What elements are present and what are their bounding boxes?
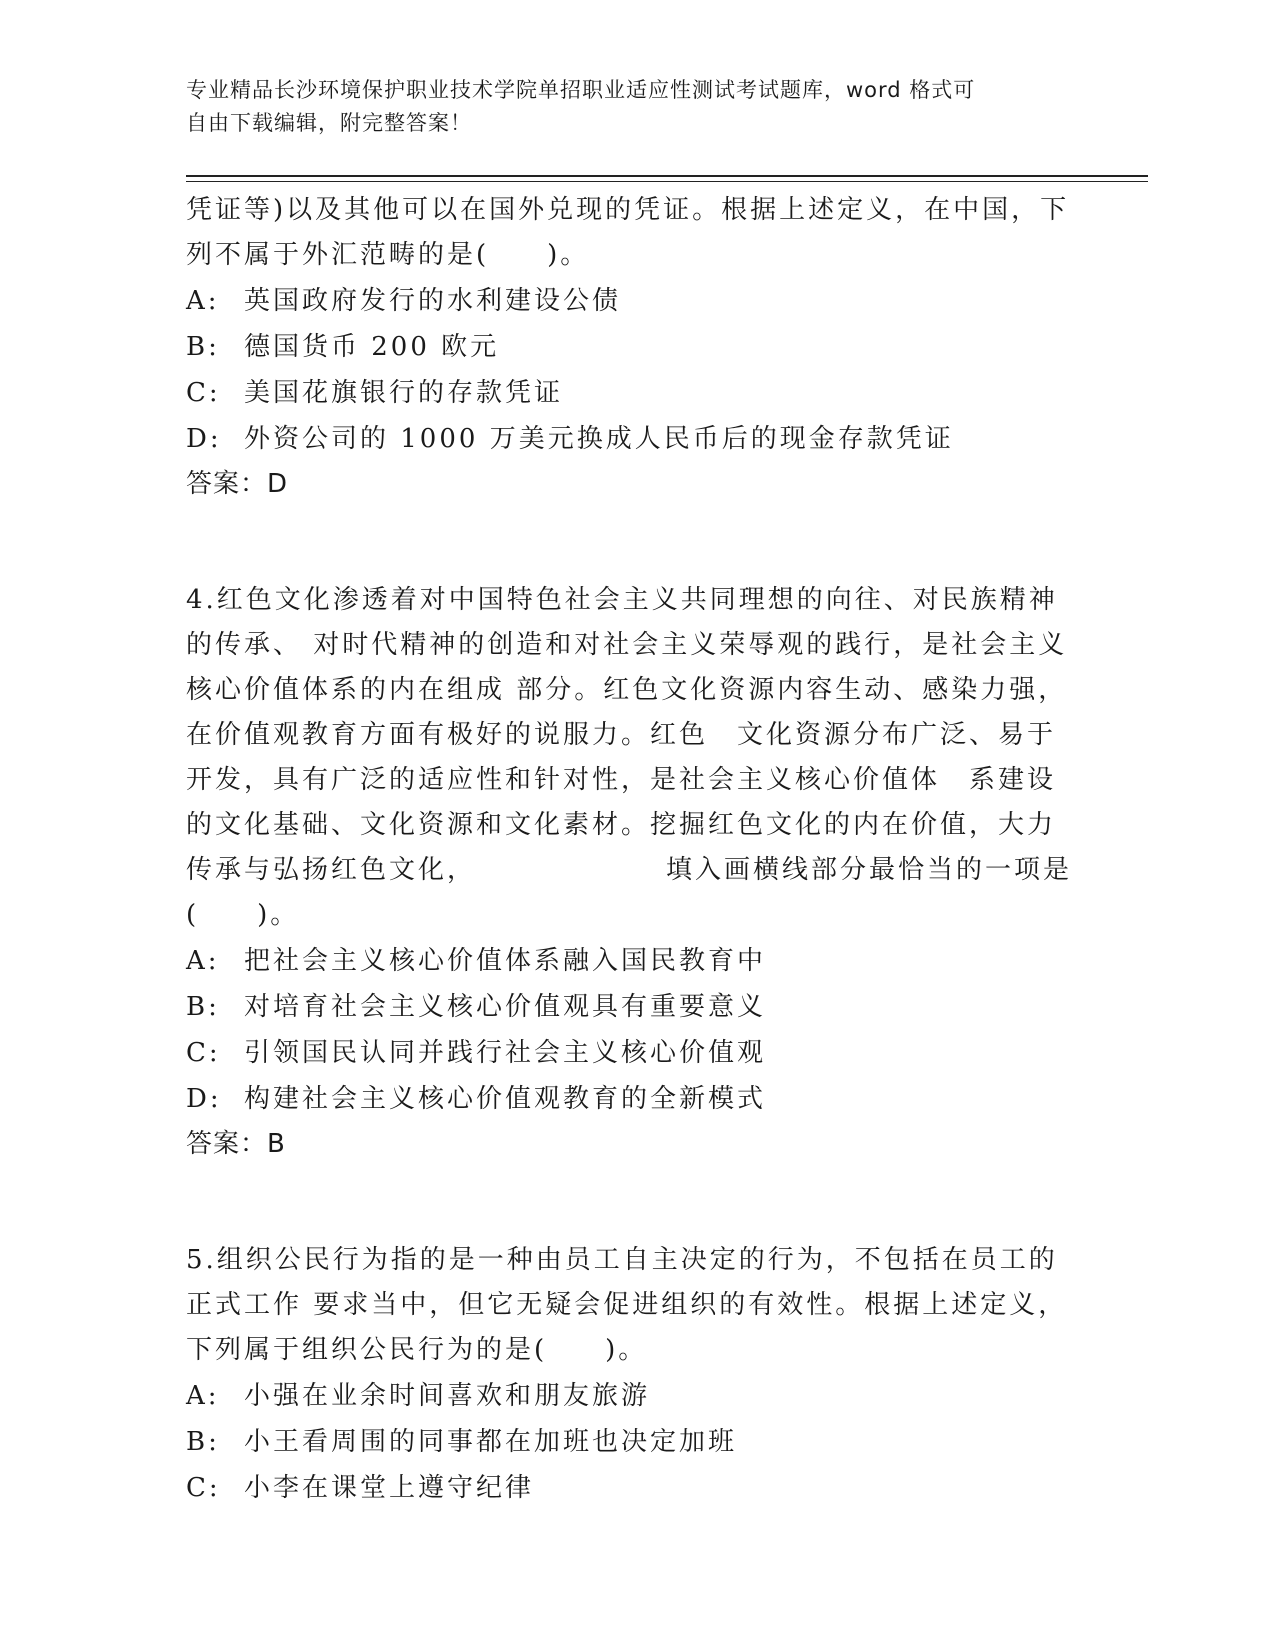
question-4-line-2: 的传承、 对时代精神的创造和对社会主义荣辱观的践行，是社会主义 xyxy=(186,630,1068,660)
question-5-line-2: 正式工作 要求当中，但它无疑会促进组织的有效性。根据上述定义， xyxy=(186,1290,1068,1320)
header-rule-thick xyxy=(186,175,1148,177)
question-4-option-c xyxy=(186,1030,1086,1076)
document-body xyxy=(186,188,1086,1511)
option-key: B: xyxy=(186,1427,220,1457)
option-key: A: xyxy=(186,946,220,976)
question-4-line-5: 开发，具有广泛的适应性和针对性，是社会主义核心价值体 系建设 xyxy=(186,765,1057,795)
option-key: B: xyxy=(186,992,220,1022)
question-4-line-3: 核心价值体系的内在组成 部分。红色文化资源内容生动、感染力强， xyxy=(186,675,1068,705)
option-key: D: xyxy=(186,1084,222,1114)
option-key: C: xyxy=(186,1038,221,1068)
question-5-option-c xyxy=(186,1465,1086,1511)
option-key: D: xyxy=(186,424,222,454)
option-text: 英国政府发行的水利建设公债 xyxy=(244,286,622,316)
option-text: 小王看周围的同事都在加班也决定加班 xyxy=(244,1427,738,1457)
option-text: 对培育社会主义核心价值观具有重要意义 xyxy=(244,992,767,1022)
header-line-2: 自由下载编辑，附完整答案！ xyxy=(186,111,472,135)
question-3-answer: 答案：D xyxy=(186,469,289,499)
question-5-line-1: 5.组织公民行为指的是一种由员工自主决定的行为，不包括在员工的 xyxy=(186,1245,1058,1275)
question-4-line-7: 传承与弘扬红色文化， 填入画横线部分最恰当的一项是 xyxy=(186,855,1073,885)
question-3-option-a xyxy=(186,278,1086,324)
question-3-line-2: 列不属于外汇范畴的是( )。 xyxy=(186,240,590,270)
option-key: C: xyxy=(186,1473,221,1503)
option-text: 美国花旗银行的存款凭证 xyxy=(244,378,564,408)
option-text: 小强在业余时间喜欢和朋友旅游 xyxy=(244,1381,651,1411)
question-5 xyxy=(186,1238,1086,1511)
question-3-line-1: 凭证等)以及其他可以在国外兑现的凭证。根据上述定义，在中国，下 xyxy=(186,195,1070,225)
option-key: C: xyxy=(186,378,221,408)
question-3-option-b xyxy=(186,324,1086,370)
question-4-option-b xyxy=(186,984,1086,1030)
question-5-line-3: 下列属于组织公民行为的是( )。 xyxy=(186,1335,648,1365)
spacer xyxy=(186,1166,1086,1238)
question-4-line-8: ( )。 xyxy=(186,900,300,930)
option-text: 外资公司的 1000 万美元换成人民币后的现金存款凭证 xyxy=(244,424,954,454)
question-4 xyxy=(186,578,1086,1166)
option-key: B: xyxy=(186,332,220,362)
option-text: 小李在课堂上遵守纪律 xyxy=(244,1473,535,1503)
question-4-option-d xyxy=(186,1076,1086,1122)
header-rule-thin xyxy=(186,181,1148,182)
option-key: A: xyxy=(186,1381,220,1411)
option-text: 引领国民认同并践行社会主义核心价值观 xyxy=(244,1038,767,1068)
spacer xyxy=(186,506,1086,578)
header-line-1: 专业精品长沙环境保护职业技术学院单招职业适应性测试考试题库，word 格式可 xyxy=(186,78,976,102)
question-4-line-4: 在价值观教育方面有极好的说服力。红色 文化资源分布广泛、易于 xyxy=(186,720,1057,750)
question-3-option-c xyxy=(186,370,1086,416)
question-5-option-a xyxy=(186,1373,1086,1419)
option-text: 德国货币 200 欧元 xyxy=(244,332,500,362)
option-text: 把社会主义核心价值体系融入国民教育中 xyxy=(244,946,767,976)
question-3 xyxy=(186,188,1086,506)
question-5-option-b xyxy=(186,1419,1086,1465)
question-4-line-6: 的文化基础、文化资源和文化素材。挖掘红色文化的内在价值，大力 xyxy=(186,810,1057,840)
page-header xyxy=(186,74,1086,140)
question-4-line-1: 4.红色文化渗透着对中国特色社会主义共同理想的向往、对民族精神 xyxy=(186,585,1058,615)
question-3-option-d xyxy=(186,416,1086,462)
question-4-answer: 答案：B xyxy=(186,1129,286,1159)
option-text: 构建社会主义核心价值观教育的全新模式 xyxy=(244,1084,767,1114)
option-key: A: xyxy=(186,286,220,316)
question-4-option-a xyxy=(186,938,1086,984)
